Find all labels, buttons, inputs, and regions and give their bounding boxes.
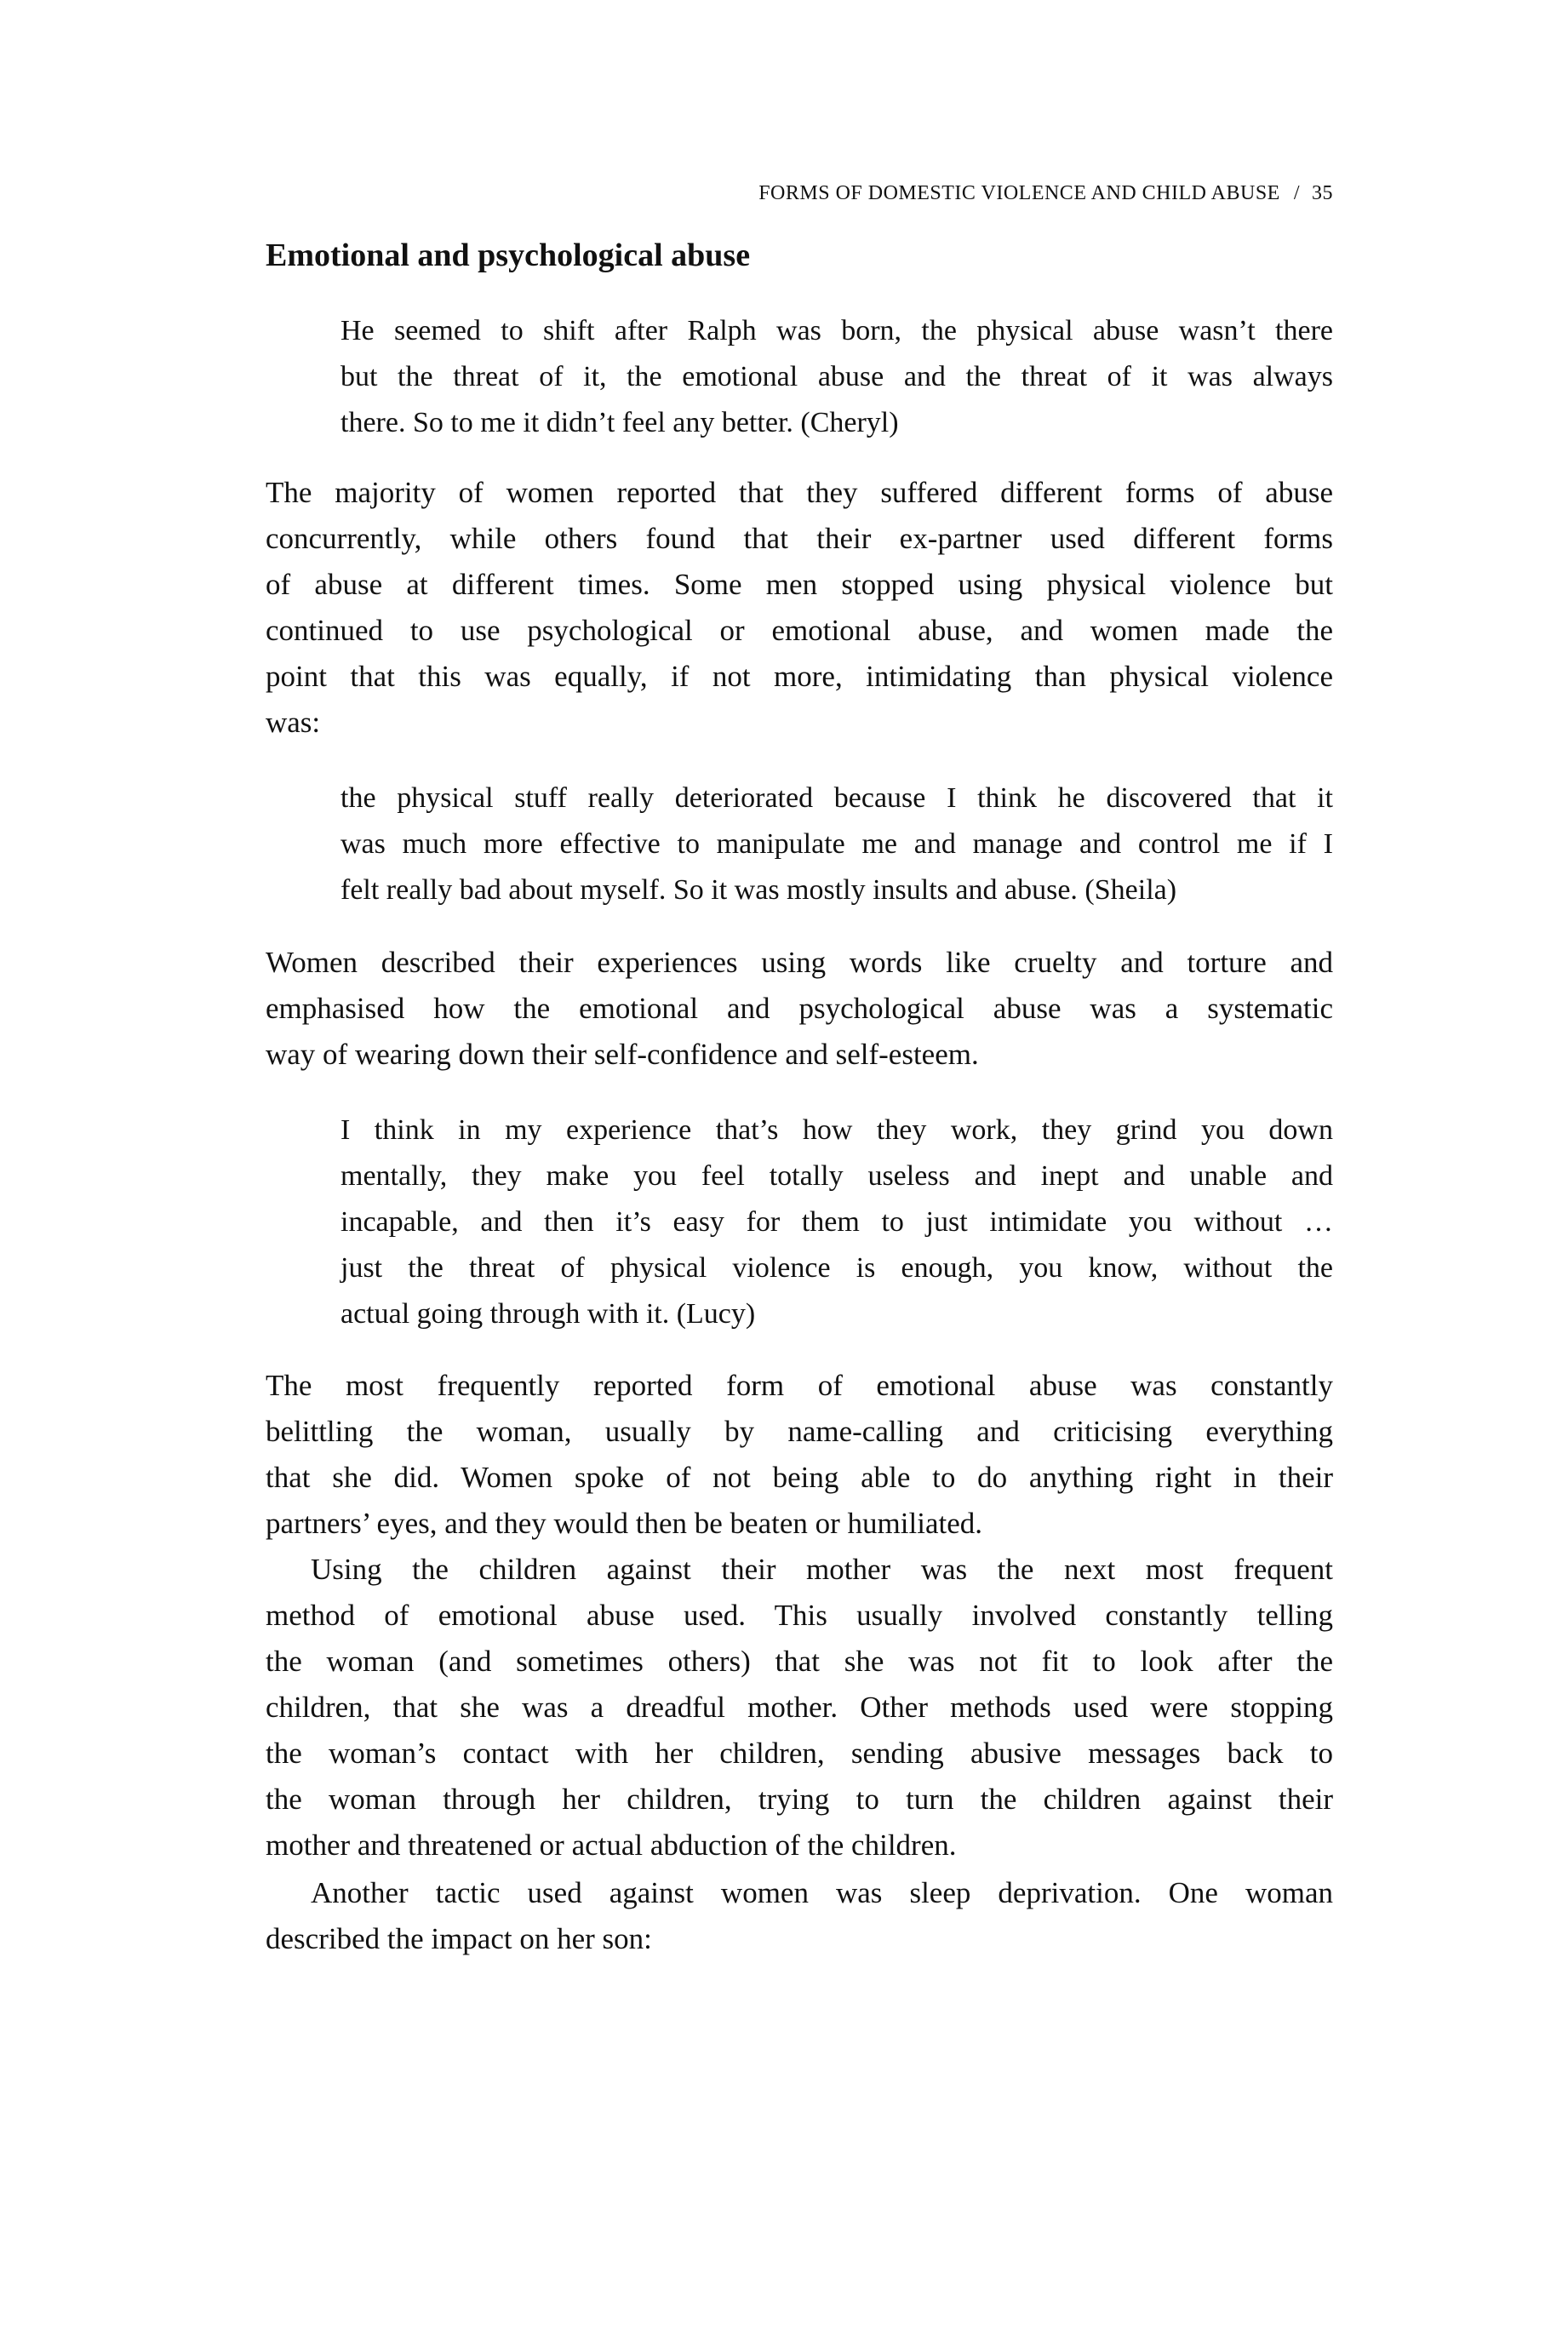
text-line: of abuse at different times. Some men stopped using physical violence but bbox=[266, 568, 1333, 601]
text-line: I think in my experience that’s how they work, they grind you down bbox=[340, 1114, 1333, 1146]
text-line: continued to use psychological or emotional abuse, and women made the bbox=[266, 614, 1333, 647]
text-line: partners’ eyes, and they would then be beaten or humiliated. bbox=[266, 1507, 982, 1540]
text-line: the woman through her children, trying to turn the children against their bbox=[266, 1783, 1333, 1816]
text-line: the physical stuff really deteriorated because I think he discovered that it bbox=[340, 782, 1333, 814]
text-line: the woman (and sometimes others) that she was not fit to look after the bbox=[266, 1645, 1333, 1678]
running-head-separator: / bbox=[1293, 182, 1300, 204]
text-line: was: bbox=[266, 706, 321, 739]
paragraph bbox=[266, 1363, 1333, 1547]
running-head bbox=[758, 182, 1333, 205]
paragraph bbox=[266, 940, 1333, 1078]
text-line: point that this was equally, if not more, intimidating than physical violence bbox=[266, 660, 1333, 693]
text-line: children, that she was a dreadful mother. Other methods used were stopping bbox=[266, 1691, 1333, 1724]
text-line: that she did. Women spoke of not being able to do anything right in their bbox=[266, 1461, 1333, 1494]
text-line: way of wearing down their self-confidence and self-esteem. bbox=[266, 1038, 979, 1071]
text-line: actual going through with it. (Lucy) bbox=[340, 1298, 756, 1330]
text-line: Women described their experiences using words like cruelty and torture and bbox=[266, 946, 1333, 979]
text-line: but the threat of it, the emotional abuse and the threat of it was always bbox=[340, 361, 1333, 392]
text-line: concurrently, while others found that their ex-partner used different forms bbox=[266, 522, 1333, 555]
text-line: Using the children against their mother was the next most frequent bbox=[311, 1553, 1333, 1586]
text-line: was much more effective to manipulate me and manage and control me if I bbox=[340, 828, 1333, 860]
block-quote bbox=[340, 775, 1333, 913]
text-line: mentally, they make you feel totally useless and inept and unable and bbox=[340, 1160, 1333, 1192]
running-head-title: FORMS OF DOMESTIC VIOLENCE AND CHILD ABUSE bbox=[758, 182, 1280, 204]
text-line: The most frequently reported form of emotional abuse was constantly bbox=[266, 1369, 1333, 1402]
text-line: The majority of women reported that they suffered different forms of abuse bbox=[266, 476, 1333, 509]
paragraph bbox=[266, 1547, 1333, 1868]
text-line: there. So to me it didn’t feel any better. (Cheryl) bbox=[340, 407, 899, 438]
paragraph bbox=[266, 470, 1333, 746]
text-line: method of emotional abuse used. This usually involved constantly telling bbox=[266, 1599, 1333, 1632]
text-line: Another tactic used against women was sleep deprivation. One woman bbox=[311, 1876, 1333, 1909]
text-line: He seemed to shift after Ralph was born, the physical abuse wasn’t there bbox=[340, 315, 1333, 346]
text-line: belittling the woman, usually by name-calling and criticising everything bbox=[266, 1415, 1333, 1448]
text-line: mother and threatened or actual abduction of the children. bbox=[266, 1828, 957, 1862]
text-line: emphasised how the emotional and psychological abuse was a systematic bbox=[266, 992, 1333, 1025]
text-line: incapable, and then it’s easy for them to just intimidate you without … bbox=[340, 1206, 1333, 1238]
page-number: 35 bbox=[1312, 182, 1333, 204]
text-line: just the threat of physical violence is enough, you know, without the bbox=[340, 1252, 1333, 1284]
block-quote bbox=[340, 1107, 1333, 1337]
text-line: the woman’s contact with her children, sending abusive messages back to bbox=[266, 1737, 1333, 1770]
section-heading: Emotional and psychological abuse bbox=[266, 237, 751, 273]
block-quote bbox=[340, 308, 1333, 446]
text-line: described the impact on her son: bbox=[266, 1922, 652, 1955]
text-line: felt really bad about myself. So it was mostly insults and abuse. (Sheila) bbox=[340, 874, 1177, 906]
paragraph bbox=[266, 1870, 1333, 1962]
